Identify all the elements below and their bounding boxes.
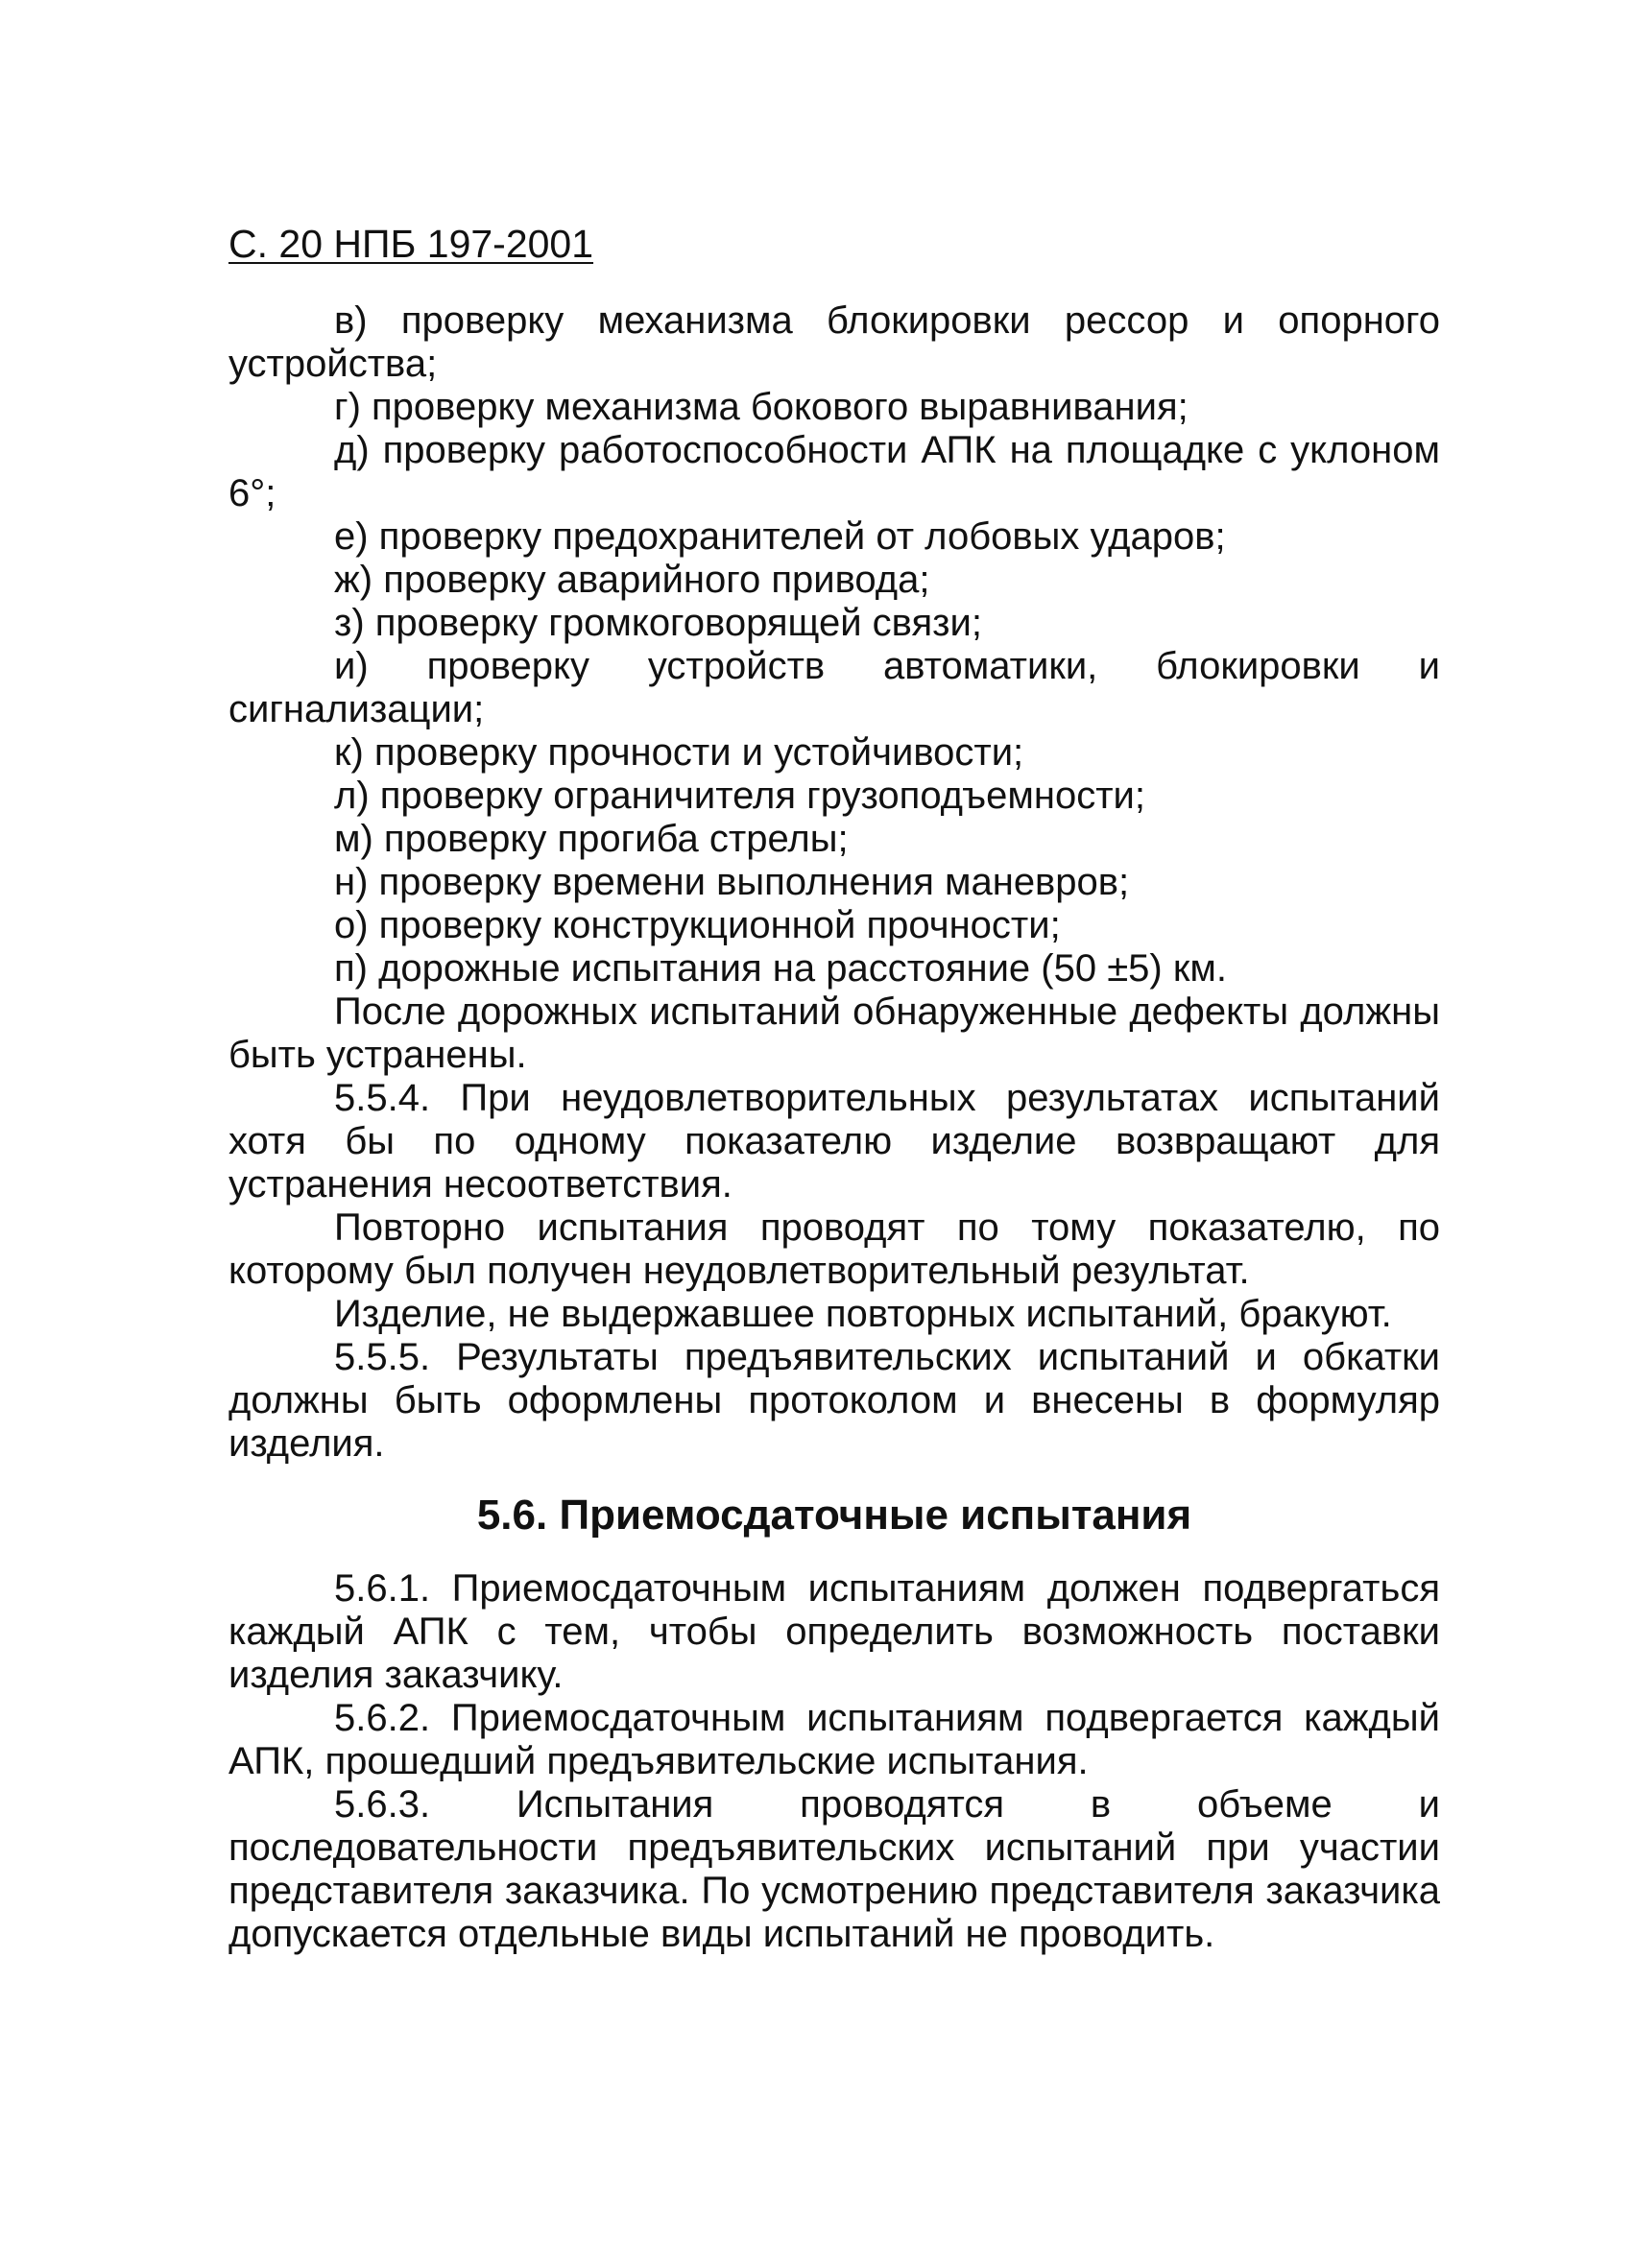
list-item: ж) проверку аварийного привода; [334, 559, 930, 601]
running-head: С. 20 НПБ 197-2001 [228, 222, 594, 266]
paragraph: Повторно испытания проводят по тому показателю, по которому был получен неудовлетворительный результат. [228, 1206, 1440, 1292]
paragraph: 5.6.2. Приемосдаточным испытаниям подвергается каждый АПК, прошедший предъявительские испытания. [228, 1697, 1440, 1782]
list-item: н) проверку времени выполнения маневров; [334, 861, 1130, 903]
list-item: г) проверку механизма бокового выравнивания; [334, 386, 1189, 428]
paragraph: После дорожных испытаний обнаруженные дефекты должны быть устранены. [228, 991, 1440, 1076]
list-item: л) проверку ограничителя грузоподъемности; [334, 775, 1145, 817]
paragraph: 5.6.3. Испытания проводятся в объеме и последовательности предъявительских испытаний при участии представителя заказчика. По усмотрению представителя заказчика допускается отдельные виды испытаний не проводить. [228, 1783, 1440, 1955]
list-item: п) дорожные испытания на расстояние (50 ±5) км. [334, 947, 1227, 990]
list-item: и) проверку устройств автоматики, блокировки и сигнализации; [228, 645, 1440, 730]
paragraph: Изделие, не выдержавшее повторных испытаний, бракуют. [334, 1293, 1392, 1335]
paragraph: 5.5.4. При неудовлетворительных результатах испытаний хотя бы по одному показателю изделие возвращают для устранения несоответствия. [228, 1077, 1440, 1206]
paragraph: 5.5.5. Результаты предъявительских испытаний и обкатки должны быть оформлены протоколом и внесены в формуляр изделия. [228, 1336, 1440, 1465]
list-item: о) проверку конструкционной прочности; [334, 904, 1061, 946]
section-heading: 5.6. Приемосдаточные испытания [476, 1492, 1192, 1539]
paragraph: 5.6.1. Приемосдаточным испытаниям должен подвергаться каждый АПК с тем, чтобы определить возможность поставки изделия заказчику. [228, 1567, 1440, 1696]
page-body [228, 299, 1440, 1956]
list-item: к) проверку прочности и устойчивости; [334, 731, 1024, 774]
list-item: м) проверку прогиба стрелы; [334, 818, 849, 860]
list-item: в) проверку механизма блокировки рессор и опорного устройства; [228, 299, 1440, 385]
list-item: з) проверку громкоговорящей связи; [334, 602, 982, 644]
list-item: е) проверку предохранителей от лобовых ударов; [334, 515, 1226, 558]
list-item: д) проверку работоспособности АПК на площадке с уклоном 6°; [228, 429, 1440, 514]
